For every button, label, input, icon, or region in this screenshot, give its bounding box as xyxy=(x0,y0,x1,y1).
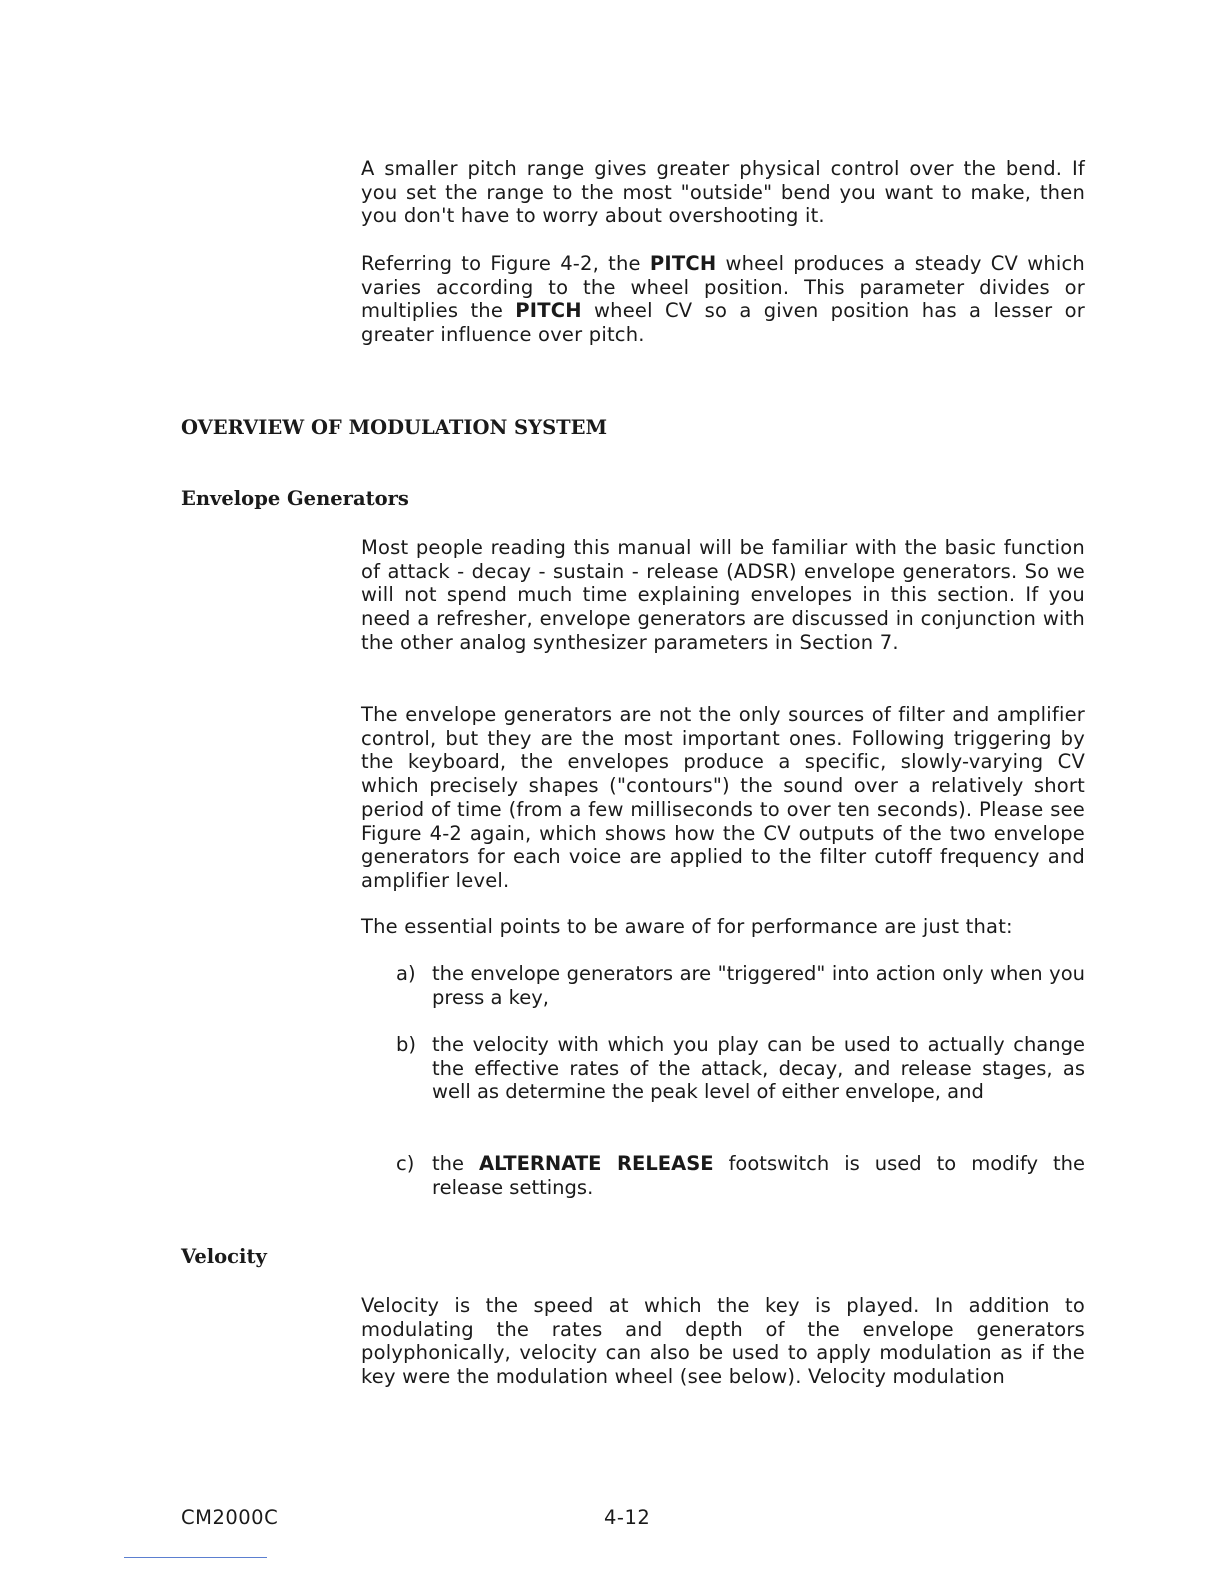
list-label: c) xyxy=(396,1152,415,1175)
text-run: the xyxy=(432,1152,479,1175)
paragraph-pitch-wheel xyxy=(361,252,1085,347)
heading-envelope-generators: Envelope Generators xyxy=(181,487,409,510)
text-run: wheel CV so a given position has a lesser or greater influence over pitch. xyxy=(361,299,1085,347)
footer-model: CM2000C xyxy=(181,1506,279,1529)
paragraph-essential-points: The essential points to be aware of for performance are just that: xyxy=(361,915,1013,938)
footer-rule xyxy=(124,1557,267,1558)
pitch-label: PITCH xyxy=(515,299,582,323)
alternate-release-label: ALTERNATE RELEASE xyxy=(479,1152,714,1175)
text-run: Referring to Figure 4-2, the xyxy=(361,252,650,275)
paragraph-envelope-function: The envelope generators are not the only sources of filter and amplifier control, but they are the most important ones. Following triggering by the keyboard, the envelopes produce a specific, slowly-varying CV which precisely shapes ("contours") the sound over a relatively short period of time (from a few milliseconds to over ten seconds). Please see Figure 4-2 again, which shows how the CV outputs of the two envelope generators for each voice are applied to the filter cutoff frequency and amplifier level. xyxy=(361,703,1085,892)
page-number: 4-12 xyxy=(604,1506,651,1529)
list-text: the envelope generators are "triggered" into action only when you press a key, xyxy=(432,962,1085,1009)
list-text xyxy=(432,1152,1085,1199)
list-text: the velocity with which you play can be used to actually change the effective rates of the attack, decay, and release stages, as well as determine the peak level of either envelope, and xyxy=(432,1033,1085,1104)
text-run: footswitch is used to modify the release settings. xyxy=(432,1152,1085,1199)
list-label: a) xyxy=(396,962,416,985)
heading-overview: OVERVIEW OF MODULATION SYSTEM xyxy=(181,416,608,439)
paragraph-pitch-range: A smaller pitch range gives greater physical control over the bend. If you set the range to the most "outside" bend you want to make, then you don't have to worry about overshooting it. xyxy=(361,157,1085,228)
list-label: b) xyxy=(396,1033,416,1056)
paragraph-adsr: Most people reading this manual will be familiar with the basic function of attack - decay - sustain - release (ADSR) envelope generators. So we will not spend much time explaining envelopes in this section. If you need a refresher, envelope generators are discussed in conjunction with the other analog synthesizer parameters in Section 7. xyxy=(361,536,1085,654)
heading-velocity: Velocity xyxy=(181,1245,267,1268)
paragraph-velocity: Velocity is the speed at which the key is played. In addition to modulating the rates and depth of the envelope generators polyphonically, velocity can also be used to apply modulation as if the key were the modulation wheel (see below). Velocity modulation xyxy=(361,1294,1085,1389)
pitch-label: PITCH xyxy=(649,252,717,275)
text-run: wheel produces a steady CV which varies according to the wheel position. This parameter divides or multiplies the xyxy=(361,252,1085,323)
